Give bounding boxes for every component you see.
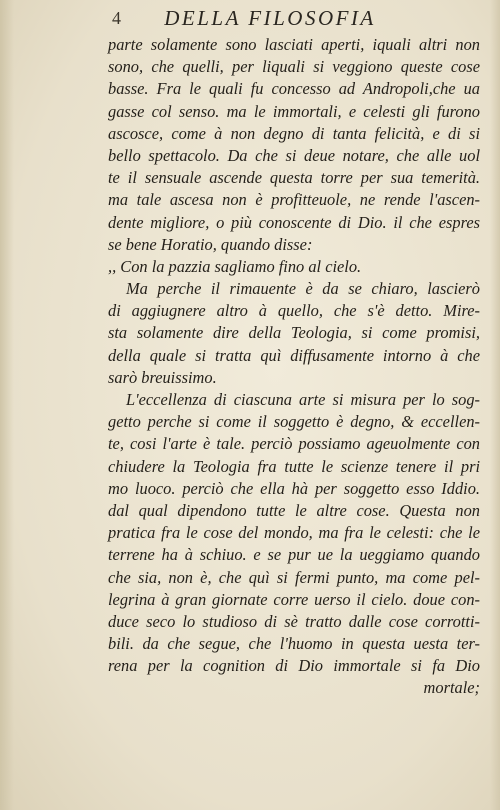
running-title: DELLA FILOSOFIA: [164, 6, 376, 30]
text-line-catchword: mortale;: [423, 678, 480, 698]
text-line: te il sensuale ascende questa torre per sua temerità.: [108, 168, 480, 188]
text-line: duce seco lo studioso di sè tratto dalle cose corrotti-: [108, 611, 480, 631]
text-line: chiudere la Teologia fra tutte le scienze tenere il pri: [108, 456, 480, 476]
text-line: getto perche si come il soggetto è degno, & eccellen-: [108, 412, 480, 432]
text-line: basse. Fra le quali fu concesso ad Andropoli,che ua: [108, 79, 480, 99]
text-line: gasse col senso. ma le immortali, e celesti gli furono: [108, 101, 480, 121]
text-line: mo luoco. perciò che ella hà per soggetto esso Iddio.: [108, 478, 480, 498]
running-header: [0, 6, 500, 31]
text-line: sarò breuissimo.: [108, 367, 217, 387]
text-line: parte solamente sono lasciati aperti, iquali altri non: [108, 35, 480, 54]
quote-line: ,, Con la pazzia sagliamo fino al cielo.: [108, 256, 362, 276]
text-line: bello spettacolo. Da che si deue notare, che alle uol: [108, 145, 480, 165]
text-line: terrene ha à schiuo. e se pur ue la ueggiamo quando: [108, 545, 480, 565]
text-line: legrina à gran giornate corre uerso il cielo. doue con-: [108, 589, 480, 609]
page-left-shadow: [0, 0, 14, 810]
text-line: dal qual dipendono tutte le altre cose. Questa non: [108, 500, 480, 520]
body-text: [108, 34, 480, 700]
text-line: sta solamente dire della Teologia, si come promisi,: [108, 323, 480, 343]
text-line: Ma perche il rimauente è da se chiaro, lascierò: [126, 279, 480, 299]
text-line: bili. da che segue, che l'huomo in questa uesta ter-: [108, 634, 480, 654]
text-line: ascosce, come à non degno di tanta felicità, e di si: [108, 123, 480, 143]
text-line: ma tale ascesa non è profitteuole, ne rende l'ascen-: [108, 190, 480, 210]
page-number: 4: [112, 8, 121, 28]
text-line: che sia, non è, che quì si fermi punto, ma come pel-: [108, 567, 480, 587]
text-line: L'eccellenza di ciascuna arte si misura per lo sog-: [126, 390, 480, 409]
text-line: di aggiugnere altro à quello, che s'è detto. Mire-: [108, 301, 480, 321]
text-line: dente migliore, o più conoscente di Dio. il che espres: [108, 212, 480, 232]
text-line: te, cosi l'arte è tale. perciò possiamo ageuolmente con: [108, 434, 480, 454]
page-right-shadow: [490, 0, 500, 810]
text-line: rena per la cognition di Dio immortale si fa Dio: [108, 656, 480, 676]
text-line: pratica fra le cose del mondo, ma fra le celesti: che le: [108, 523, 480, 543]
text-line: se bene Horatio, quando disse:: [108, 234, 313, 254]
text-line: della quale si tratta quì diffusamente intorno à che: [108, 345, 480, 365]
text-line: sono, che quelli, per liquali si veggiono queste cose: [108, 57, 480, 77]
